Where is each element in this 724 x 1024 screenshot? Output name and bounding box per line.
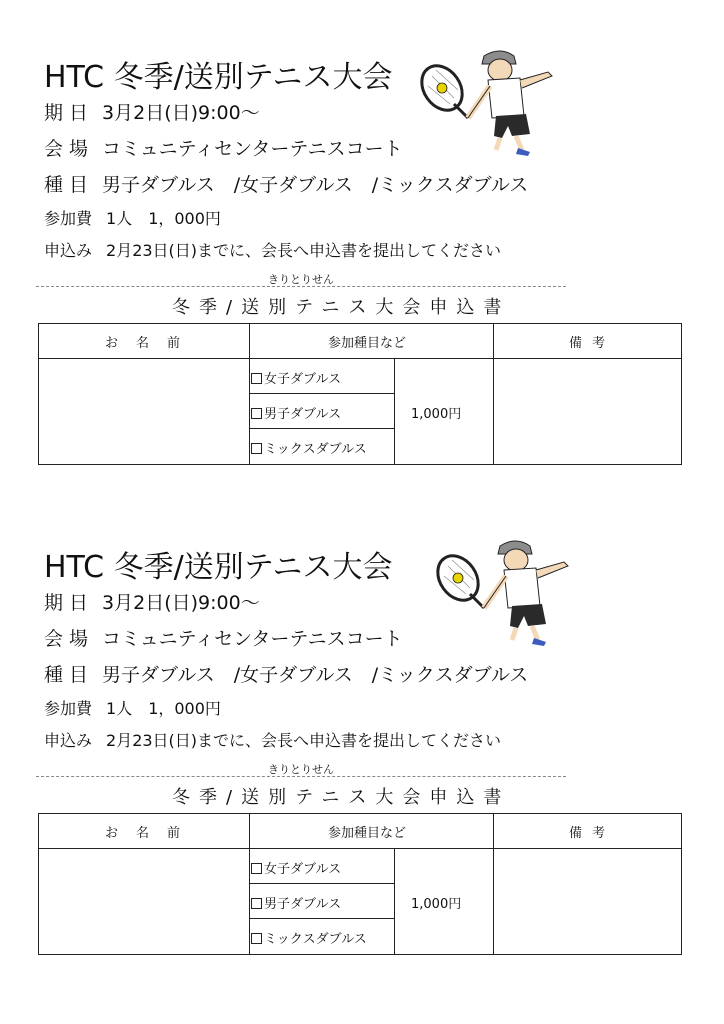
table-divider [249, 814, 250, 954]
header-name: お名前 [105, 336, 199, 351]
checkbox-icon[interactable] [251, 408, 262, 419]
option-mens-doubles[interactable] [251, 893, 341, 912]
header-note: 備考 [569, 826, 616, 841]
events-line [44, 660, 528, 687]
fee-label: 参加費 [44, 209, 93, 228]
table-divider [249, 918, 394, 919]
table-divider [39, 358, 681, 359]
checkbox-icon[interactable] [251, 373, 262, 384]
flyer-top [0, 0, 724, 490]
apply-value: 2月23日(日)までに、会長へ申込書を提出してください [106, 731, 502, 750]
venue-line [44, 134, 403, 161]
option-label: 女子ダブルス [264, 862, 342, 877]
cut-line-label: きりとりせん [268, 273, 334, 286]
table-divider [493, 324, 494, 464]
checkbox-icon[interactable] [251, 863, 262, 874]
fee-line [44, 696, 221, 719]
fee-label: 参加費 [44, 699, 93, 718]
events-label: 種 目 [44, 174, 89, 196]
venue-value: コミュニティセンターテニスコート [102, 628, 403, 650]
table-divider [394, 358, 395, 464]
table-divider [249, 324, 250, 464]
events-label: 種 目 [44, 664, 89, 686]
header-event: 参加種目など [328, 826, 407, 841]
option-label: ミックスダブルス [264, 442, 367, 457]
application-table [38, 813, 682, 955]
checkbox-icon[interactable] [251, 898, 262, 909]
header-event: 参加種目など [328, 336, 407, 351]
form-title: 冬季/送別テニス大会申込書 [172, 787, 511, 808]
tennis-player-illustration [428, 536, 578, 646]
events-value: 男子ダブルス /女子ダブルス /ミックスダブルス [102, 174, 529, 196]
header-name: お名前 [105, 826, 199, 841]
date-value: 3月2日(日)9:00～ [102, 102, 260, 124]
date-label: 期 日 [44, 102, 89, 124]
date-label: 期 日 [44, 592, 89, 614]
fee-cell: 1,000円 [411, 897, 462, 912]
date-line [44, 98, 260, 125]
option-label: ミックスダブルス [264, 932, 367, 947]
venue-label: 会 場 [44, 138, 89, 160]
events-line [44, 170, 528, 197]
form-title: 冬季/送別テニス大会申込書 [172, 297, 511, 318]
fee-value: 1人 1，000円 [106, 699, 221, 718]
checkbox-icon[interactable] [251, 443, 262, 454]
flyer-bottom [0, 490, 724, 980]
event-title: HTC 冬季/送別テニス大会 [44, 550, 393, 585]
venue-line [44, 624, 403, 651]
application-table [38, 323, 682, 465]
tennis-player-illustration [412, 46, 562, 156]
events-value: 男子ダブルス /女子ダブルス /ミックスダブルス [102, 664, 529, 686]
cut-line-label: きりとりせん [268, 763, 334, 776]
venue-value: コミュニティセンターテニスコート [102, 138, 403, 160]
apply-label: 申込み [44, 241, 93, 260]
date-value: 3月2日(日)9:00～ [102, 592, 260, 614]
apply-label: 申込み [44, 731, 93, 750]
apply-line [44, 238, 501, 261]
option-womens-doubles[interactable] [251, 858, 341, 877]
table-divider [39, 848, 681, 849]
table-divider [394, 848, 395, 954]
option-mixed-doubles[interactable] [251, 438, 367, 457]
option-mens-doubles[interactable] [251, 403, 341, 422]
table-divider [493, 814, 494, 954]
cut-line [36, 286, 566, 287]
checkbox-icon[interactable] [251, 933, 262, 944]
option-mixed-doubles[interactable] [251, 928, 367, 947]
fee-line [44, 206, 221, 229]
option-label: 男子ダブルス [264, 897, 342, 912]
header-note: 備考 [569, 336, 616, 351]
date-line [44, 588, 260, 615]
apply-value: 2月23日(日)までに、会長へ申込書を提出してください [106, 241, 502, 260]
table-divider [249, 393, 394, 394]
table-divider [249, 428, 394, 429]
fee-cell: 1,000円 [411, 407, 462, 422]
option-label: 男子ダブルス [264, 407, 342, 422]
table-divider [249, 883, 394, 884]
option-womens-doubles[interactable] [251, 368, 341, 387]
venue-label: 会 場 [44, 628, 89, 650]
event-title: HTC 冬季/送別テニス大会 [44, 60, 393, 95]
option-label: 女子ダブルス [264, 372, 342, 387]
fee-value: 1人 1，000円 [106, 209, 221, 228]
apply-line [44, 728, 501, 751]
cut-line [36, 776, 566, 777]
